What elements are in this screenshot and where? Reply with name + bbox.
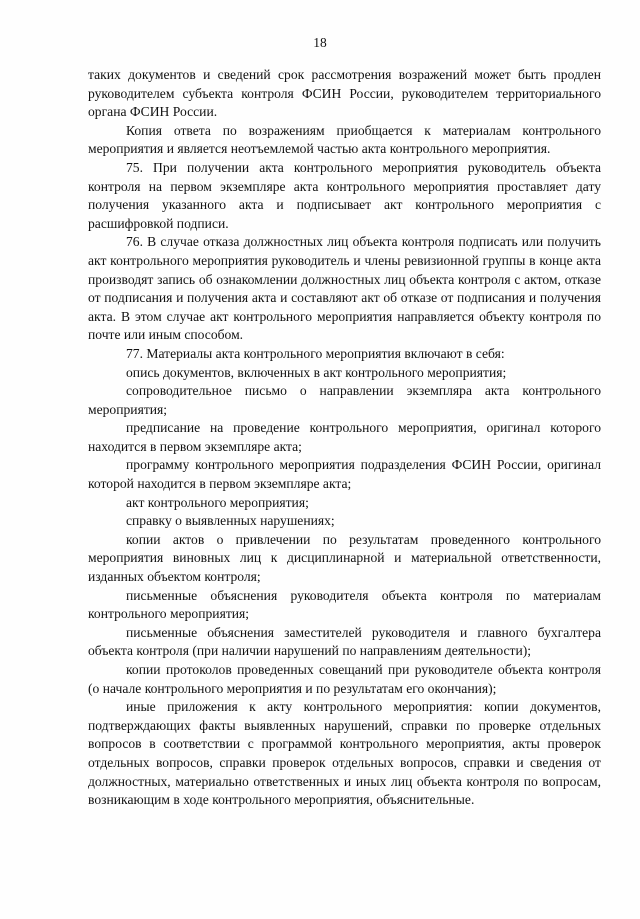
list-item: предписание на проведение контрольного мероприятия, оригинал которого находится в первом экземпляре акта;	[88, 420, 601, 454]
list-item: акт контрольного мероприятия;	[126, 494, 309, 510]
list-item: опись документов, включенных в акт контрольного мероприятия;	[126, 364, 507, 380]
paragraph-item-77: 77. Материалы акта контрольного мероприятия включают в себя:	[126, 345, 505, 361]
list-item: сопроводительное письмо о направлении экземпляра акта контрольного мероприятия;	[88, 383, 601, 417]
list-item: программу контрольного мероприятия подразделения ФСИН России, оригинал которой находится в первом экземпляре акта;	[88, 457, 601, 492]
list-item: копии актов о привлечении по результатам проведенного контрольного мероприятия виновных лиц к дисциплинарной и материальной ответственности, изданных объектом контроля;	[88, 531, 601, 585]
list-item: иные приложения к акту контрольного мероприятия: копии документов, подтверждающих факты выявленных нарушений, справки по проверке отдельных вопросов в соответствии с программой контрольного мероприятия, акты проверок отдельных вопросов, справки проверок отдельных вопросов, справки и сведения от должностных, материально ответственных и иных лиц объекта контроля по вопросам, возникающим в ходе контрольного мероприятия, объяснительные.	[88, 699, 601, 808]
list-item: письменные объяснения руководителя объекта контроля по материалам контрольного мероприятия;	[88, 587, 601, 622]
paragraph-item-75: 75. При получении акта контрольного мероприятия руководитель объекта контроля на первом экземпляре акта контрольного мероприятия проставляет дату получения указанного акта и подписывает акт контрольного мероприятия с расшифровкой подписи.	[88, 159, 601, 231]
list-item: копии протоколов проведенных совещаний при руководителе объекта контроля (о начале контрольного мероприятия и по результатам его окончания);	[88, 662, 601, 696]
paragraph-continuation: таких документов и сведений срок рассмотрения возражений может быть продлен руководителем субъекта контроля ФСИН России, руководителем территориального органа ФСИН России.	[88, 67, 601, 120]
paragraph-item-76: 76. В случае отказа должностных лиц объекта контроля подписать или получить акт контрольного мероприятия руководитель и члены ревизионной группы в конце акта производят запись об ознакомлении должностных лиц объекта контроля с актом, отказе от подписания и получения акта и составляют акт об отказе от подписания и получения акта. В этом случае акт контрольного мероприятия направляется объекту контроля по почте или иным способом.	[88, 234, 601, 343]
list-item: справку о выявленных нарушениях;	[126, 513, 335, 529]
page-number: 18	[313, 35, 327, 50]
document-body	[88, 66, 601, 810]
paragraph: Копия ответа по возражениям приобщается к материалам контрольного мероприятия и является неотъемлемой частью акта контрольного мероприятия.	[88, 122, 601, 157]
list-item: письменные объяснения заместителей руководителя и главного бухгалтера объекта контроля (при наличии нарушений по направлениям деятельности);	[88, 624, 601, 659]
